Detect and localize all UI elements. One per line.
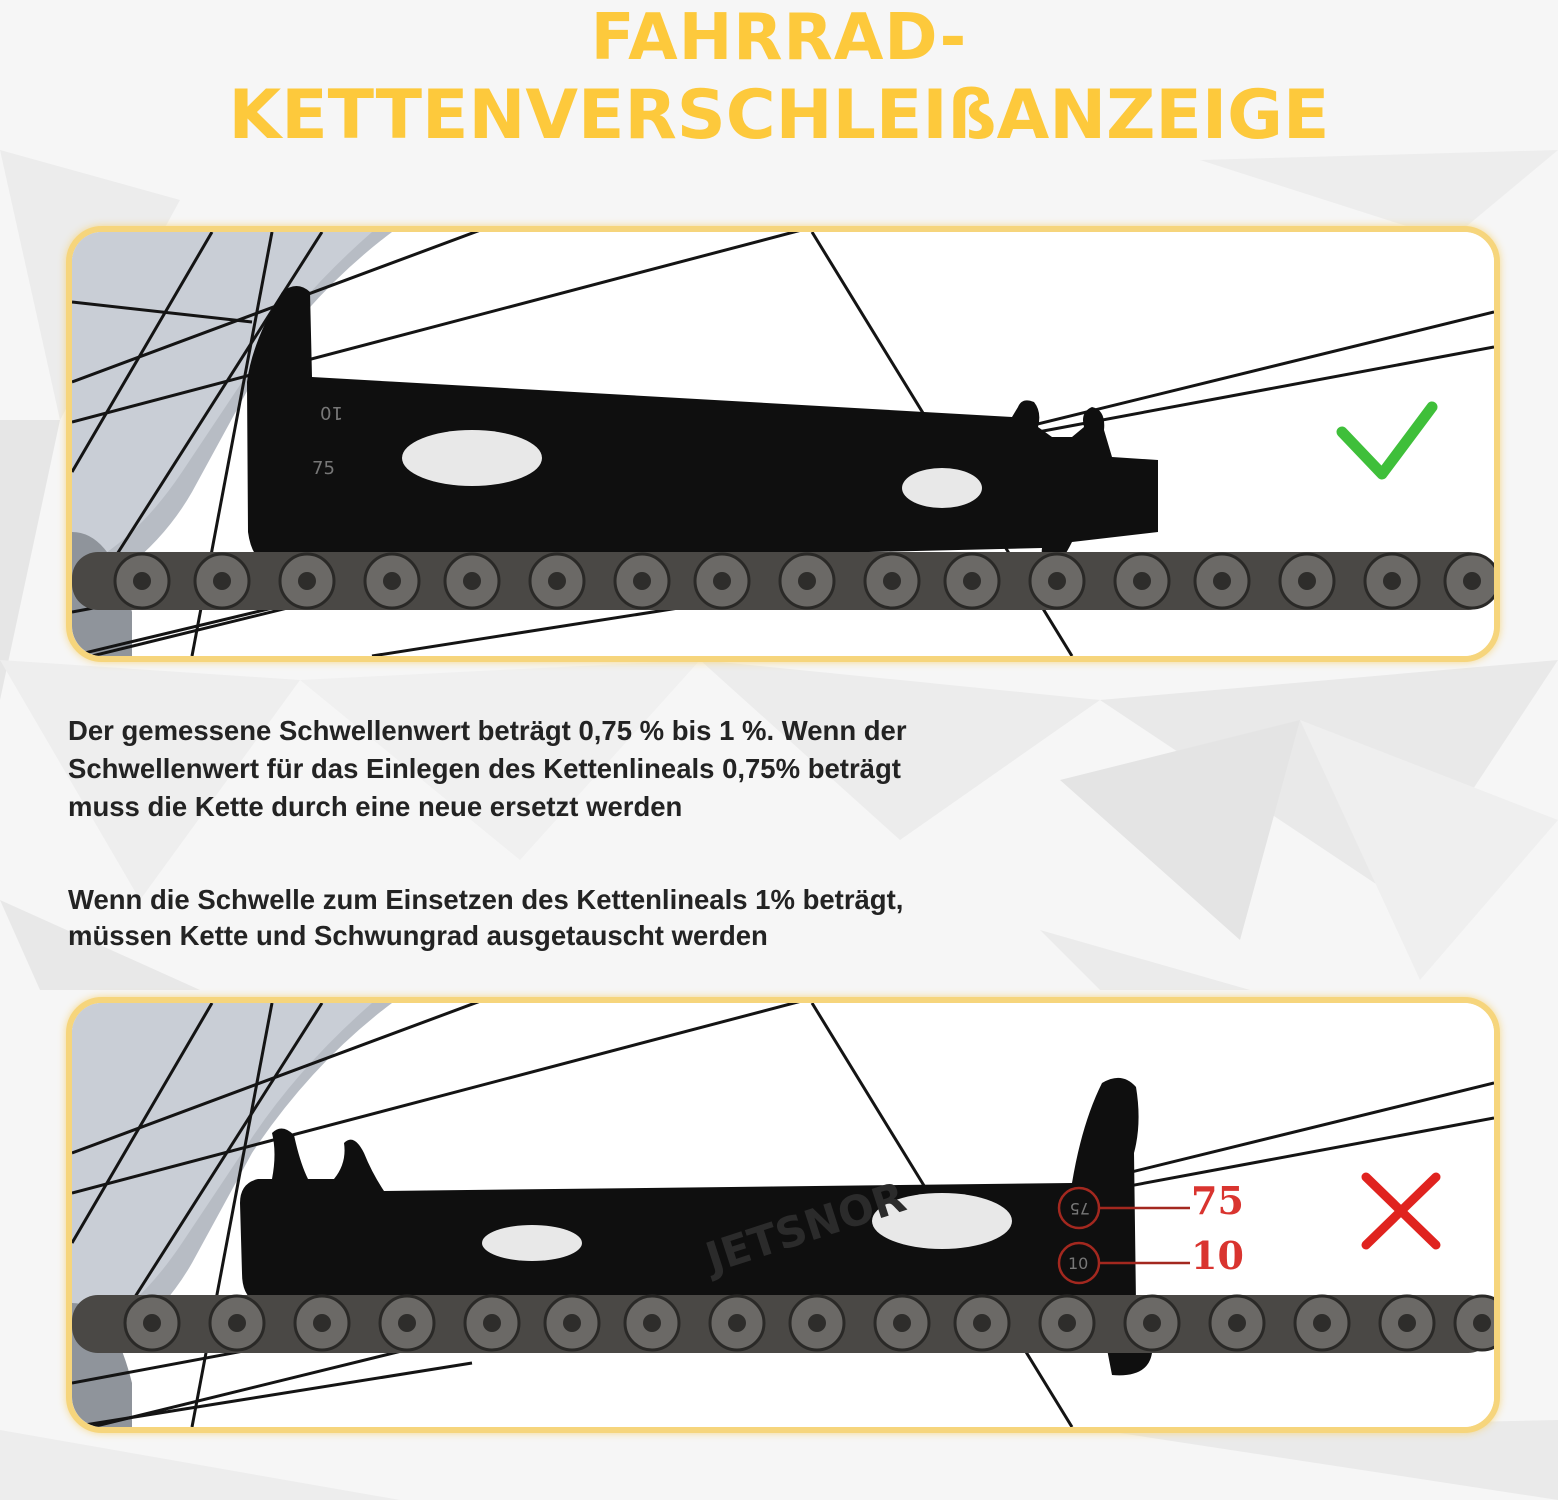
callout-label-75: 75 xyxy=(1191,1178,1244,1223)
tool-brand-watermark: JETSNOR xyxy=(699,1172,912,1283)
paragraph-1-line-1: Der gemessene Schwellenwert beträgt 0,75 % bis 1 %. Wenn der xyxy=(68,715,907,746)
paragraph-1-line-2: Schwellenwert für das Einlegen des Kettenlineals 0,75% beträgt xyxy=(68,753,901,784)
title-line-2: KETTENVERSCHLEIßANZEIGE xyxy=(228,76,1330,155)
svg-text:75: 75 xyxy=(1069,1199,1090,1218)
callout-label-10: 10 xyxy=(1191,1233,1244,1278)
chain-checker-photo-worn xyxy=(72,1003,1494,1427)
description-paragraph-2 xyxy=(68,882,1068,954)
chain-checker-photo-correct xyxy=(72,232,1494,656)
paragraph-2-line-2: müssen Kette und Schwungrad ausgetauscht werden xyxy=(68,920,768,951)
bicycle-chain xyxy=(72,1295,1494,1353)
bicycle-chain xyxy=(72,552,1494,610)
tool-mark-75: 75 xyxy=(312,458,335,479)
paragraph-1-line-3: muss die Kette durch eine neue ersetzt werden xyxy=(68,791,683,822)
title-line-1: FAHRRAD- xyxy=(590,1,968,75)
worn-chain-panel xyxy=(66,997,1500,1433)
tool-mark-10: 10 xyxy=(320,402,343,423)
correct-usage-panel xyxy=(66,226,1500,662)
description-paragraph-1 xyxy=(68,712,1068,826)
svg-text:10: 10 xyxy=(1068,1254,1089,1273)
paragraph-2-line-1: Wenn die Schwelle zum Einsetzen des Kettenlineals 1% beträgt, xyxy=(68,884,904,915)
